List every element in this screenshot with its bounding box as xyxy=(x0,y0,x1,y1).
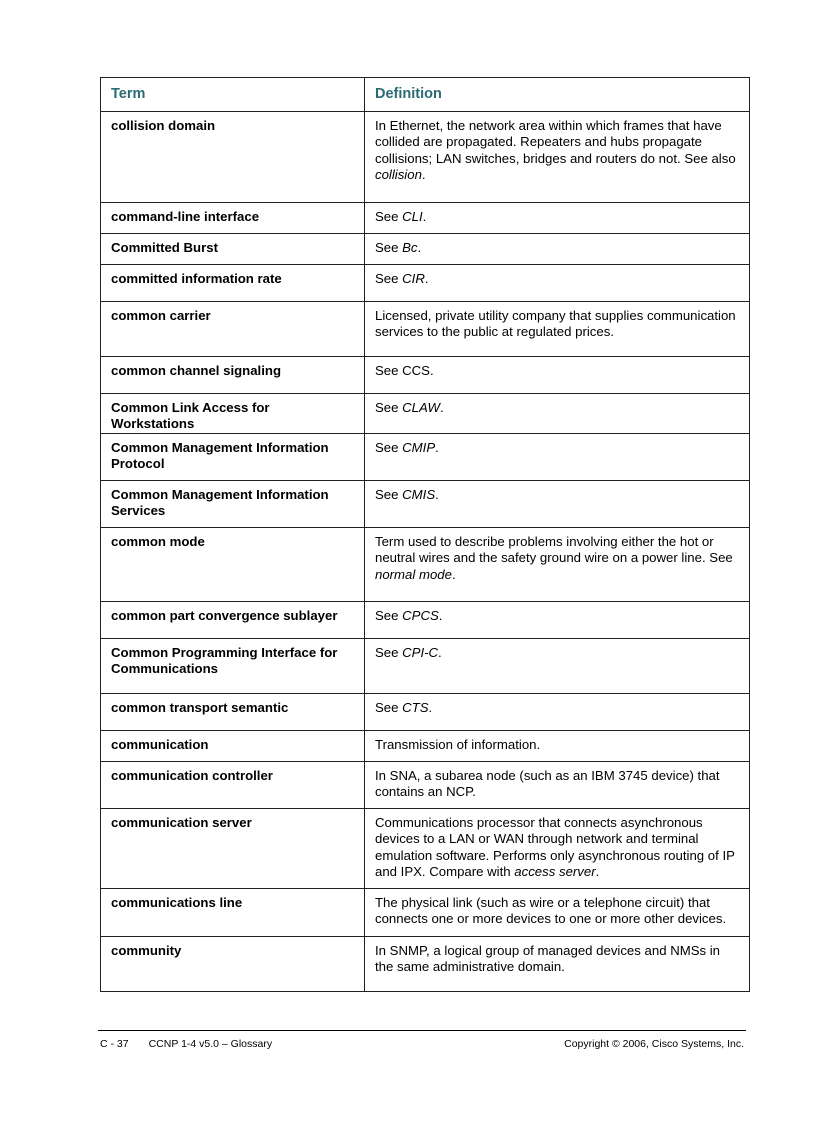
definition-suffix: . xyxy=(424,271,429,286)
definition-text: See xyxy=(375,240,403,255)
definition-cell xyxy=(365,302,750,357)
table-row xyxy=(101,638,750,693)
definition-suffix: . xyxy=(421,167,426,183)
footer-divider xyxy=(98,1030,746,1031)
definition-text: Term used to describe problems involving either the hot or neutral wires and the safety ground wire on a power line. See xyxy=(375,533,733,566)
definition-text: See xyxy=(375,400,403,415)
definition-text: See xyxy=(375,439,403,455)
definition-cell xyxy=(365,433,750,480)
definition-cell xyxy=(365,638,750,693)
definition-cell xyxy=(365,394,750,434)
definition-cell xyxy=(365,234,750,265)
cross-reference: CMIS xyxy=(402,486,436,502)
cross-reference: CMIP xyxy=(402,439,436,455)
document-title: CCNP 1-4 v5.0 – Glossary xyxy=(148,1038,273,1050)
cross-reference: collision xyxy=(375,167,422,183)
table-row xyxy=(101,265,750,302)
cross-reference: CPI-C xyxy=(402,644,439,660)
definition-cell xyxy=(365,730,750,761)
definition-suffix: . xyxy=(595,864,600,880)
term-cell: committed information rate xyxy=(101,265,365,302)
table-row xyxy=(101,357,750,394)
copyright: Copyright © 2006, Cisco Systems, Inc. xyxy=(564,1038,744,1050)
definition-text: See xyxy=(375,209,403,224)
term-cell: common carrier xyxy=(101,302,365,357)
definition-cell xyxy=(365,203,750,234)
table-row xyxy=(101,433,750,480)
table-row xyxy=(101,302,750,357)
table-row xyxy=(101,808,750,888)
definition-text: Communications processor that connects asynchronous devices to a LAN or WAN through network and terminal emulation software. Performs only asynchronous routing of IP and IPX. Compare with xyxy=(375,814,735,880)
table-row xyxy=(101,730,750,761)
definition-suffix: . xyxy=(417,240,422,255)
table-row xyxy=(101,203,750,234)
table-row xyxy=(101,480,750,527)
term-cell: Common Link Access for Workstations xyxy=(101,394,365,434)
term-cell: Common Management Information Services xyxy=(101,480,365,527)
term-cell: common transport semantic xyxy=(101,693,365,730)
table-row xyxy=(101,234,750,265)
table-row xyxy=(101,761,750,808)
header-definition: Definition xyxy=(365,78,750,112)
definition-cell xyxy=(365,693,750,730)
definition-text: See xyxy=(375,607,403,623)
cross-reference: CPCS xyxy=(402,607,439,623)
cross-reference: CIR xyxy=(402,271,425,286)
definition-text: See CCS. xyxy=(375,363,434,378)
definition-cell xyxy=(365,357,750,394)
term-cell: Common Programming Interface for Communications xyxy=(101,638,365,693)
definition-suffix: . xyxy=(422,209,427,224)
table-header-row xyxy=(101,78,750,112)
term-cell: Common Management Information Protocol xyxy=(101,433,365,480)
definition-text: Transmission of information. xyxy=(375,736,541,752)
cross-reference: CLI xyxy=(402,209,423,224)
term-cell: community xyxy=(101,936,365,991)
table-row xyxy=(101,888,750,936)
term-cell: common part convergence sublayer xyxy=(101,601,365,638)
definition-cell xyxy=(365,112,750,203)
cross-reference: CLAW xyxy=(402,400,441,415)
header-term: Term xyxy=(101,78,365,112)
term-cell: collision domain xyxy=(101,112,365,203)
table-row xyxy=(101,112,750,203)
table-row xyxy=(101,394,750,434)
definition-cell xyxy=(365,265,750,302)
glossary-table xyxy=(100,77,750,992)
term-cell: command-line interface xyxy=(101,203,365,234)
page-number: C - 37 xyxy=(100,1038,129,1050)
term-cell: common channel signaling xyxy=(101,357,365,394)
definition-text: Licensed, private utility company that supplies communication services to the public at regulated prices. xyxy=(375,308,736,340)
definition-text: In SNMP, a logical group of managed devices and NMSs in the same administrative domain. xyxy=(375,942,721,975)
definition-text: See xyxy=(375,699,403,715)
term-cell: common mode xyxy=(101,527,365,601)
table-row xyxy=(101,936,750,991)
table-row xyxy=(101,527,750,601)
term-cell: communication controller xyxy=(101,761,365,808)
definition-text: See xyxy=(375,644,403,660)
term-cell: Committed Burst xyxy=(101,234,365,265)
cross-reference: normal mode xyxy=(375,566,452,582)
term-cell: communication server xyxy=(101,808,365,888)
definition-text: The physical link (such as wire or a telephone circuit) that connects one or more devices to one or more other devices. xyxy=(375,894,727,927)
definition-cell xyxy=(365,761,750,808)
definition-cell xyxy=(365,936,750,991)
definition-suffix: . xyxy=(435,486,439,502)
term-cell: communication xyxy=(101,730,365,761)
definition-suffix: . xyxy=(438,607,443,623)
definition-cell xyxy=(365,480,750,527)
definition-suffix: . xyxy=(440,400,444,415)
definition-cell xyxy=(365,888,750,936)
definition-suffix: . xyxy=(428,699,433,715)
definition-suffix: . xyxy=(451,566,456,582)
cross-reference: Bc xyxy=(402,240,418,255)
definition-suffix: . xyxy=(438,644,442,660)
definition-text: In Ethernet, the network area within which frames that have collided are propagated. Repeaters and hubs propagate collisions; LAN switches, bridges and routers do not. See also xyxy=(375,118,736,166)
definition-text: In SNA, a subarea node (such as an IBM 3745 device) that contains an NCP. xyxy=(375,767,720,800)
definition-suffix: . xyxy=(435,439,439,455)
definition-cell xyxy=(365,527,750,601)
term-cell: communications line xyxy=(101,888,365,936)
table-row xyxy=(101,693,750,730)
definition-cell xyxy=(365,601,750,638)
definition-text: See xyxy=(375,486,403,502)
definition-cell xyxy=(365,808,750,888)
cross-reference: access server xyxy=(514,864,596,880)
table-row xyxy=(101,601,750,638)
cross-reference: CTS xyxy=(402,699,429,715)
definition-text: See xyxy=(375,271,403,286)
footer-left xyxy=(100,1038,272,1050)
